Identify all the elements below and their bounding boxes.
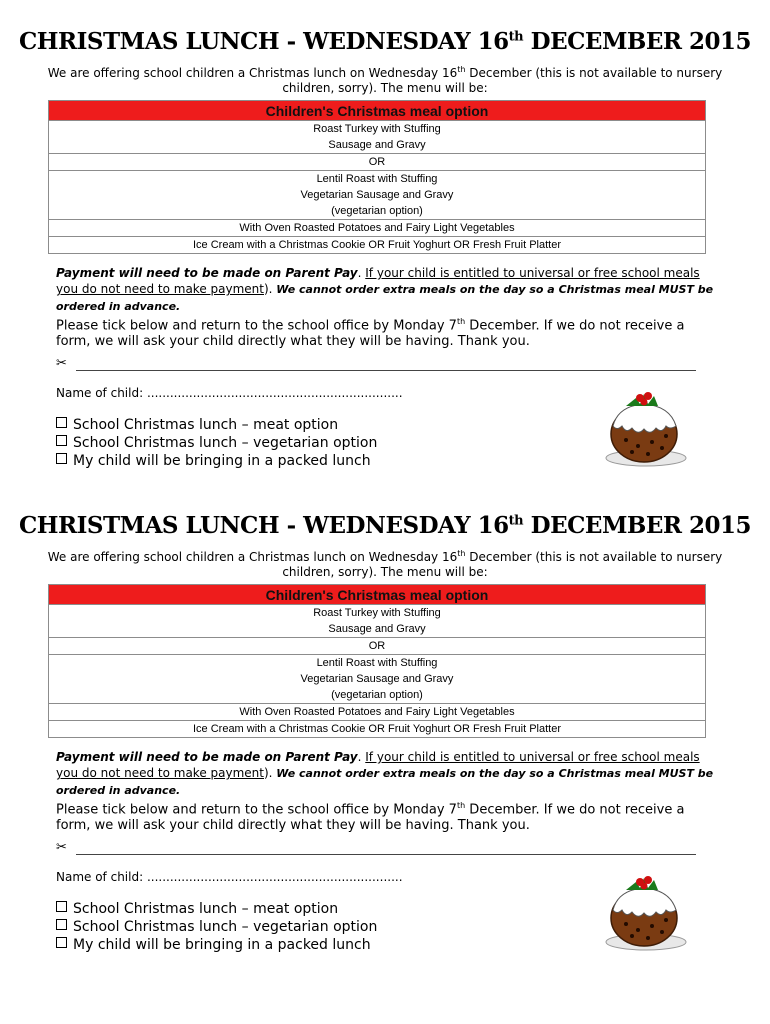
checkbox-icon[interactable]: [56, 901, 67, 912]
scissors-icon: ✂: [56, 356, 67, 371]
child-name-field[interactable]: Name of child: ...................................................................: [56, 386, 403, 400]
meal-options: [56, 416, 377, 470]
christmas-pudding-icon: [604, 384, 688, 468]
option-meat[interactable]: School Christmas lunch – meat option: [56, 416, 377, 434]
option-vegetarian[interactable]: School Christmas lunch – vegetarian option: [56, 918, 377, 936]
page-title: CHRISTMAS LUNCH - WEDNESDAY 16th DECEMBER 2015: [18, 28, 752, 55]
menu-sides: With Oven Roasted Potatoes and Fairy Light Vegetables: [49, 704, 706, 721]
return-instructions: Please tick below and return to the school office by Monday 7th December. If we do not receive a form, we will ask your child directly what they will be having. Thank you.: [56, 801, 685, 834]
child-name-field[interactable]: Name of child: ...................................................................: [56, 870, 403, 884]
option-meat[interactable]: School Christmas lunch – meat option: [56, 900, 377, 918]
menu-heading: Children's Christmas meal option: [49, 585, 706, 605]
menu-table: [48, 100, 706, 254]
checkbox-icon[interactable]: [56, 435, 67, 446]
checkbox-icon[interactable]: [56, 937, 67, 948]
payment-note: Payment will need to be made on Parent Pay. If your child is entitled to universal or free school meals you do not need to make payment). We cannot order extra meals on the day so a Christmas meal MUST be ordered in advance.: [56, 266, 714, 313]
meal-options: [56, 900, 377, 954]
checkbox-icon[interactable]: [56, 919, 67, 930]
christmas-pudding-icon: [604, 868, 688, 952]
payment-note: Payment will need to be made on Parent Pay. If your child is entitled to universal or free school meals you do not need to make payment). We cannot order extra meals on the day so a Christmas meal MUST be ordered in advance.: [56, 750, 714, 797]
cut-line: [56, 840, 696, 855]
menu-dessert: Ice Cream with a Christmas Cookie OR Fruit Yoghurt OR Fresh Fruit Platter: [49, 721, 706, 738]
checkbox-icon[interactable]: [56, 453, 67, 464]
order-form-top: [0, 0, 770, 484]
option-packed-lunch[interactable]: My child will be bringing in a packed lunch: [56, 452, 377, 470]
intro-text: We are offering school children a Christmas lunch on Wednesday 16th December (this is not available to nursery children, sorry). The menu will be:: [47, 549, 723, 579]
menu-heading: Children's Christmas meal option: [49, 101, 706, 121]
menu-table: [48, 584, 706, 738]
menu-veg: Lentil Roast with Stuffing Vegetarian Sausage and Gravy (vegetarian option): [49, 171, 706, 220]
cut-line: [56, 356, 696, 371]
option-vegetarian[interactable]: School Christmas lunch – vegetarian option: [56, 434, 377, 452]
menu-dessert: Ice Cream with a Christmas Cookie OR Fruit Yoghurt OR Fresh Fruit Platter: [49, 237, 706, 254]
checkbox-icon[interactable]: [56, 417, 67, 428]
page-title: CHRISTMAS LUNCH - WEDNESDAY 16th DECEMBER 2015: [18, 512, 752, 539]
intro-text: We are offering school children a Christmas lunch on Wednesday 16th December (this is not available to nursery children, sorry). The menu will be:: [47, 65, 723, 95]
menu-veg: Lentil Roast with Stuffing Vegetarian Sausage and Gravy (vegetarian option): [49, 655, 706, 704]
menu-meat: Roast Turkey with Stuffing Sausage and Gravy: [49, 605, 706, 638]
scissors-icon: ✂: [56, 840, 67, 855]
option-packed-lunch[interactable]: My child will be bringing in a packed lunch: [56, 936, 377, 954]
menu-meat: Roast Turkey with Stuffing Sausage and Gravy: [49, 121, 706, 154]
menu-sides: With Oven Roasted Potatoes and Fairy Light Vegetables: [49, 220, 706, 237]
menu-or: OR: [49, 154, 706, 171]
return-instructions: Please tick below and return to the school office by Monday 7th December. If we do not receive a form, we will ask your child directly what they will be having. Thank you.: [56, 317, 685, 350]
menu-or: OR: [49, 638, 706, 655]
order-form-bottom: [0, 484, 770, 968]
